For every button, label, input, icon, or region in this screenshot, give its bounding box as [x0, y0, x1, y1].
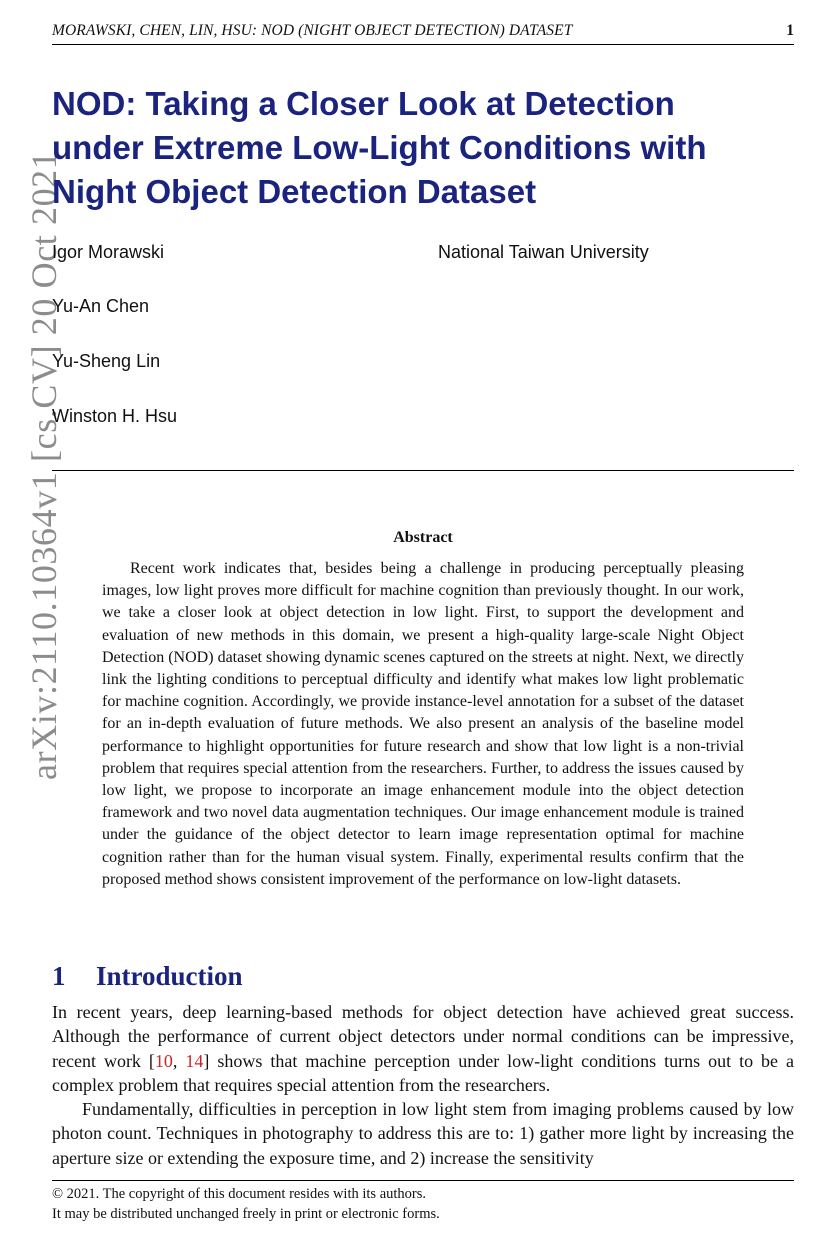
author-name: Igor Morawski [52, 242, 165, 262]
running-title: MORAWSKI, CHEN, LIN, HSU: NOD (NIGHT OBJECT DETECTION) DATASET [52, 22, 573, 39]
author-name: Yu-Sheng Lin [52, 351, 161, 371]
citation-link[interactable]: 10 [154, 1050, 173, 1071]
arxiv-stamp: arXiv:2110.10364v1 [cs.CV] 20 Oct 2021 [24, 150, 64, 780]
affiliation: National Taiwan University [438, 242, 649, 262]
paper-title [52, 82, 812, 214]
intro-text [52, 1000, 794, 1170]
section-title: Introduction [96, 961, 243, 991]
footer-line-2: It may be distributed unchanged freely in print or electronic forms. [52, 1206, 440, 1222]
title-line-2: under Extreme Low-Light Conditions with [52, 129, 707, 166]
title-divider [52, 470, 794, 471]
author-name: Winston H. Hsu [52, 406, 178, 426]
section-heading [52, 958, 243, 994]
citation-link[interactable]: 14 [185, 1050, 204, 1071]
title-line-1: NOD: Taking a Closer Look at Detection [52, 85, 675, 122]
abstract-heading: Abstract [393, 529, 453, 546]
copyright-footer [52, 1184, 440, 1224]
running-header [52, 20, 794, 45]
title-line-3: Night Object Detection Dataset [52, 173, 537, 210]
footer-line-1: © 2021. The copyright of this document resides with its authors. [52, 1186, 427, 1202]
intro-paragraph-1: In recent years, deep learning-based methods for object detection have achieved great success. Although the performance of current object detectors under normal conditions can be impressive, recent work [10, 14] shows that machine perception under low-light conditions turns out to be a complex problem that requires special attention from the researchers. [52, 1002, 795, 1095]
abstract-text: Recent work indicates that, besides being a challenge in producing perceptually pleasing images, low light proves more difficult for machine cognition than previously thought. In our work, we take a closer look at object detection in low light. First, to support the development and evaluation of new methods in this domain, we present a high-quality large-scale Night Object Detection (NOD) dataset showing dynamic scenes captured on the streets at night. Next, we directly link the lighting conditions to perceptual difficulty and identify what makes low light problematic for machine cognition. Accordingly, we provide instance-level annotation for a subset of the dataset for an in-depth evaluation of future methods. We also present an analysis of the baseline model performance to highlight opportunities for future research and show that low light is a non-trivial problem that requires special attention from the researchers. Further, to address the issues caused by low light, we propose to incorporate an image enhancement module into the object detection framework and two novel data augmentation techniques. Our image enhancement module is trained under the guidance of the object detector to learn image representation optimal for machine cognition rather than for the human visual system. Finally, experimental results confirm that the proposed method shows consistent improvement of the performance on low-light datasets. [102, 560, 744, 888]
page-number: 1 [786, 22, 794, 39]
author-name: Yu-An Chen [52, 296, 150, 316]
footer-divider [52, 1180, 794, 1181]
intro-paragraph-2: Fundamentally, difficulties in perception in low light stem from imaging problems caused by low photon count. Techniques in photography to address this are to: 1) gather more light by increasing the aperture size or extending the exposure time, and 2) increase the sensitivity [52, 1099, 794, 1168]
section-number: 1 [52, 961, 66, 991]
